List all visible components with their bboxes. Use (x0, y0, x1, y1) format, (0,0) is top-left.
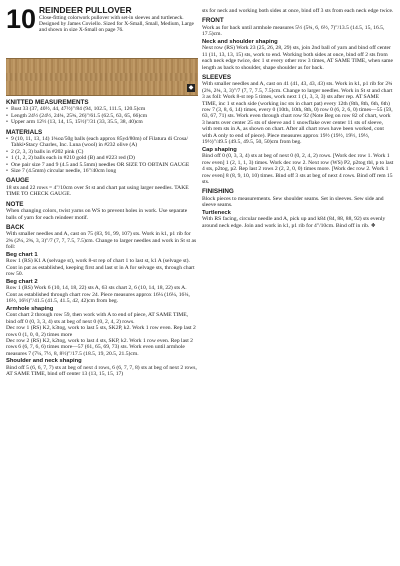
shoulder-heading: Shoulder and neck shaping (6, 358, 82, 365)
list-item: • Size 7 (4.5mm) circular needle, 16"/40cm long (11, 168, 198, 174)
left-column (6, 6, 198, 378)
shoulder-text: Bind off 5 (6, 6, 7, 7) sts at beg of next 4 rows, 6 (6, 7, 7, 8) sts at beg of next 2 rows, AT SAME TIME, bind off center 13 (13, 15, 15, 17) (6, 365, 197, 378)
measurements-heading: KNITTED MEASUREMENTS (6, 99, 89, 106)
dec-row2-text: Dec row 2 (RS) K2, k2tog, work to last 4 sts, SKP, k2. Work 1 row even. Rep last 2 rows 6 (6, 7, 6, 6) times more—57 (61, 65, 69, 73) sts. Work even until armhole measures 7 (7¼, 7½, 8, 8½)"/17.5 (18.5, 19, 20.5, 21.5)cm. (6, 337, 193, 357)
cap-shaping-text: Bind off 0 (0, 3, 3, 4) sts at beg of next 0 (0, 2, 4, 2) rows. [Work dec row 1. Work 1 row even] 1 (2, 1, 1, 3) times. Work dec row 2. Next row (WS) P2, p2tog tbl, p to last 4 sts, p2tog, p2. Rep last 2 rows 2 (2, 2, 0, 0) times more. [Work dec row 2. Work 1 row even] 8 (8, 9, 10, 10) times. Bind off 3 sts at beg of next 4 rows. Bind off rem 15 sts. (202, 153, 394, 185)
finishing-text: Block pieces to measurements. Sew shoulder seams. Set in sleeves. Sew side and sleeve seams. (202, 195, 384, 209)
sleeves-text: With smaller needles and A, cast on 41 (41, 43, 43, 43) sts. Work in k1, p1 rib for 2¾ (2¾, 2¾, 3, 3)"/7 (7, 7, 7.5, 7.5)cm. Change to larger needles. Work in St st and chart 3 as foll: Work 8-st rep 5 times, work next 1 (1, 3, 3, 3) sts after rep. AT SAME TIME, inc 1 st each side (working inc sts in chart pat) every 12th (8th, 8th, 6th, 6th) row 7 (3, 8, 6, 14) times, every 0 (10th, 10th, 8th, 0) row 0 (6, 2, 6, 0) times—55 (59, 63, 67, 71) sts. Work even through chart row 92 (Note Beg on row 82 of chart, work 3 hearts over center 25 sts of sleeve and 1 snowflake over center 11 sts of sleeve, with rem sts in A, as shown on chart. After all chart rows have been worked, cont with A only to end of piece). Piece measures approx 19½ (19½, 19½, 19½, 19½)"/49.5 (49.5, 49.5, 50, 50)cm from beg. (202, 81, 393, 146)
materials-heading: MATERIALS (6, 128, 43, 136)
pattern-intro: Close-fitting colorwork pullover with set-in sleeves and turtleneck. Designed by James Coviello. Sized for X-Small, Small, Medium, Large and shown in size X-Small on page 76. (39, 15, 194, 34)
beg-chart1-heading: Beg chart 1 (6, 251, 38, 258)
turtleneck-heading: Turtleneck (202, 209, 231, 216)
note-text: When changing colors, twist yarns on WS to prevent holes in work. Use separate balls of yarn for each reindeer motif. (6, 208, 188, 221)
back-text: With smaller needles and A, cast on 75 (83, 91, 99, 107) sts. Work in k1, p1 rib for 2¾ (2¼, 2¾, 3, 3)"/7 (7, 7, 7.5, 7.5)cm. Change to larger needles and work in St st as foll: (6, 231, 197, 251)
list-item: • Length 24½ (24½, 24¾, 25¾, 26)"/61.5 (62.5, 63, 65, 66)cm (11, 113, 198, 119)
front-text: Work as for back until armhole measures 5½ (5¾, 6, 6½, 7)"/13.5 (14.5, 15, 16.5, 17.5)cm. (202, 24, 385, 38)
gauge-text: 18 sts and 22 rows = 4"/10cm over St st and chart pat using larger needles. TAKE TIME TO CHECK GAUGE. (6, 184, 189, 198)
beg-chart1-text: Row 1 (RS) K1 A (selvage st), work 8-st rep of chart 1 to last st, k1 A (selvage st). Cont in pat as established, keeping first and last st in A for selvage sts, through chart row 50. (6, 258, 195, 278)
list-item: • Bust 33 (37, 40½, 44, 47½)"/84 (94, 102.5, 111.5, 120.5)cm (11, 106, 198, 112)
beg-chart2-heading: Beg chart 2 (6, 278, 38, 285)
diamond-icon: ◆ (188, 85, 194, 91)
list-item: • 1 (1, 2, 2) balls each in #210 gold (B) and #223 red (D) (11, 155, 198, 161)
front-neck-heading: Neck and shoulder shaping (202, 38, 278, 45)
cap-shaping-heading: Cap shaping (202, 146, 237, 153)
measurements-list (6, 106, 198, 125)
materials-list (6, 136, 198, 174)
turtleneck-text: With RS facing, circular needle and A, pick up and k84 (84, 88, 88, 92) sts evenly around neck edge. Join and work in k1, p1 rib for 4"/10cm. Bind off in rib. ❖ (202, 216, 386, 229)
beg-chart2-text: Row 1 (RS) Work 6 (10, 14, 18, 22) sts A, 63 sts chart 2, 6 (10, 14, 18, 22) sts A. Cont as established through chart row 24. Piece measures approx 16¼ (16¼, 16¼, 16½, 16½)"/41.5 (41.5, 41.5, 42, 42)cm from beg. (6, 285, 190, 305)
finishing-heading: FINISHING (202, 188, 234, 196)
sleeves-heading: SLEEVES (202, 74, 232, 82)
yarn-swatch-image (6, 58, 198, 96)
list-item: • 2 (2, 3, 3) balls in #202 pink (C) (11, 149, 198, 155)
front-heading: FRONT (202, 17, 224, 25)
right-column (202, 8, 394, 229)
armhole-heading: Armhole shaping (6, 305, 54, 312)
pattern-number: 10 (6, 4, 37, 34)
front-neck-text: Next row (RS) Work 23 (25, 26, 28, 29) sts, join 2nd ball of yarn and bind off center 11 (11, 13, 13, 15) sts, work to end. Working both sides at once, bind off 2 sts from each neck edge twice, dec 1 st every other row 3 times, AT SAME TIME, when same length as back to shoulder, shape shoulder as for back. (202, 45, 394, 71)
armhole-text: Cont chart 2 through row 59, then work with A to end of piece, AT SAME TIME, bind off 0 (0, 3, 3, 4) sts at beg of next 0 (0, 2, 4, 2) rows. (6, 312, 189, 325)
pattern-title: REINDEER PULLOVER (39, 5, 132, 15)
note-heading: NOTE (6, 200, 24, 208)
list-item: • Upper arm 12½ (13, 14, 15, 15½)"/31 (33, 35.5, 38, 40)cm (11, 119, 198, 125)
shoulder-continued-text: sts for neck and working both sides at once, bind off 3 sts from each neck edge twice. (202, 8, 394, 14)
list-item: • One pair size 7 and 9 (4.5 and 5.5mm) needles OR SIZE TO OBTAIN GAUGE (11, 162, 198, 168)
dec-row1-text: Dec row 1 (RS) K2, k3tog, work to last 5 sts, SK2P, k2. Work 1 row even. Rep last 2 rows 0 (1, 0, 0, 2) times more (6, 325, 196, 338)
gauge-heading: GAUGE (6, 177, 30, 185)
list-item: • 9 (10, 11, 13, 14) 1¾oz/50g balls (each approx 85yd/80m) of Filatura di Crosa/ Tahki•Stacy Charles, Inc. Luna (wool) in #232 olive (A) (11, 136, 198, 149)
back-heading: BACK (6, 223, 25, 231)
pattern-header (6, 6, 198, 56)
